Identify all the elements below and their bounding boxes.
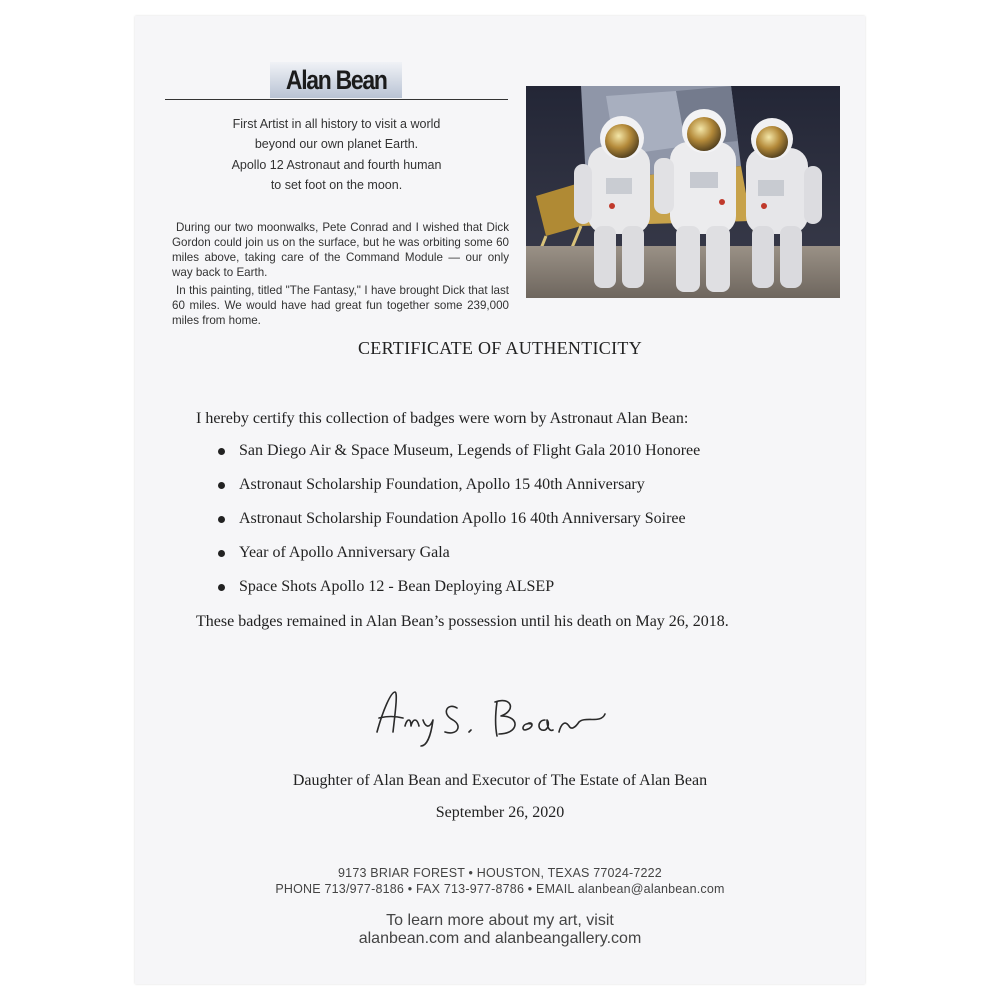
footer-contact: PHONE 713/977-8186 • FAX 713-977-8786 • EMAIL alanbean@alanbean.com bbox=[275, 882, 725, 896]
painting-story bbox=[172, 220, 509, 328]
the-fantasy-painting bbox=[526, 86, 840, 298]
tagline-first-artist bbox=[165, 114, 508, 154]
certification-intro: I hereby certify this collection of badges were worn by Astronaut Alan Bean: bbox=[196, 410, 689, 427]
list-item bbox=[218, 440, 700, 474]
possession-statement: These badges remained in Alan Bean’s possession until his death on May 26, 2018. bbox=[196, 613, 729, 630]
tagline-line: to set foot on the moon. bbox=[270, 178, 403, 192]
bullet-icon bbox=[218, 482, 225, 489]
tagline-apollo-12 bbox=[165, 155, 508, 195]
astronauts-painting-image bbox=[526, 86, 840, 298]
bullet-icon bbox=[218, 584, 225, 591]
logo-text: Alan Bean bbox=[285, 64, 387, 95]
logo-divider bbox=[165, 99, 508, 100]
certificate-date: September 26, 2020 bbox=[435, 804, 565, 821]
certificate-title: CERTIFICATE OF AUTHENTICITY bbox=[357, 338, 642, 358]
bullet-icon bbox=[218, 516, 225, 523]
badge-name: Astronaut Scholarship Foundation, Apollo 15 40th Anniversary bbox=[239, 476, 645, 493]
bullet-icon bbox=[218, 448, 225, 455]
list-item bbox=[218, 508, 700, 542]
badge-list bbox=[218, 440, 700, 610]
story-paragraph-2: In this painting, titled "The Fantasy," I have brought Dick that last 60 miles. We would have had great fun together some 239,000 miles from home. bbox=[172, 284, 509, 327]
handwritten-signature bbox=[365, 680, 615, 750]
list-item bbox=[218, 542, 700, 576]
tagline-line: beyond our own planet Earth. bbox=[254, 137, 419, 151]
signer-title: Daughter of Alan Bean and Executor of The Estate of Alan Bean bbox=[292, 772, 708, 789]
badge-name: Space Shots Apollo 12 - Bean Deploying ALSEP bbox=[239, 578, 555, 595]
story-paragraph-1: During our two moonwalks, Pete Conrad and I wished that Dick Gordon could join us on the surface, but he was orbiting some 60 miles above, taking care of the Command Module — our only way back to Earth. bbox=[172, 221, 509, 279]
footer-websites: alanbean.com and alanbeangallery.com bbox=[358, 930, 642, 947]
tagline-line: First Artist in all history to visit a world bbox=[232, 117, 441, 131]
badge-name: Year of Apollo Anniversary Gala bbox=[239, 544, 450, 561]
badge-name: Astronaut Scholarship Foundation Apollo 16 40th Anniversary Soiree bbox=[239, 510, 686, 527]
bullet-icon bbox=[218, 550, 225, 557]
footer-learn-more: To learn more about my art, visit bbox=[386, 912, 614, 929]
footer-address: 9173 BRIAR FOREST • HOUSTON, TEXAS 77024-7222 bbox=[338, 866, 662, 880]
list-item bbox=[218, 474, 700, 508]
list-item bbox=[218, 576, 700, 610]
badge-name: San Diego Air & Space Museum, Legends of Flight Gala 2010 Honoree bbox=[239, 442, 701, 459]
alan-bean-logo bbox=[270, 62, 402, 98]
tagline-line: Apollo 12 Astronaut and fourth human bbox=[231, 158, 442, 172]
